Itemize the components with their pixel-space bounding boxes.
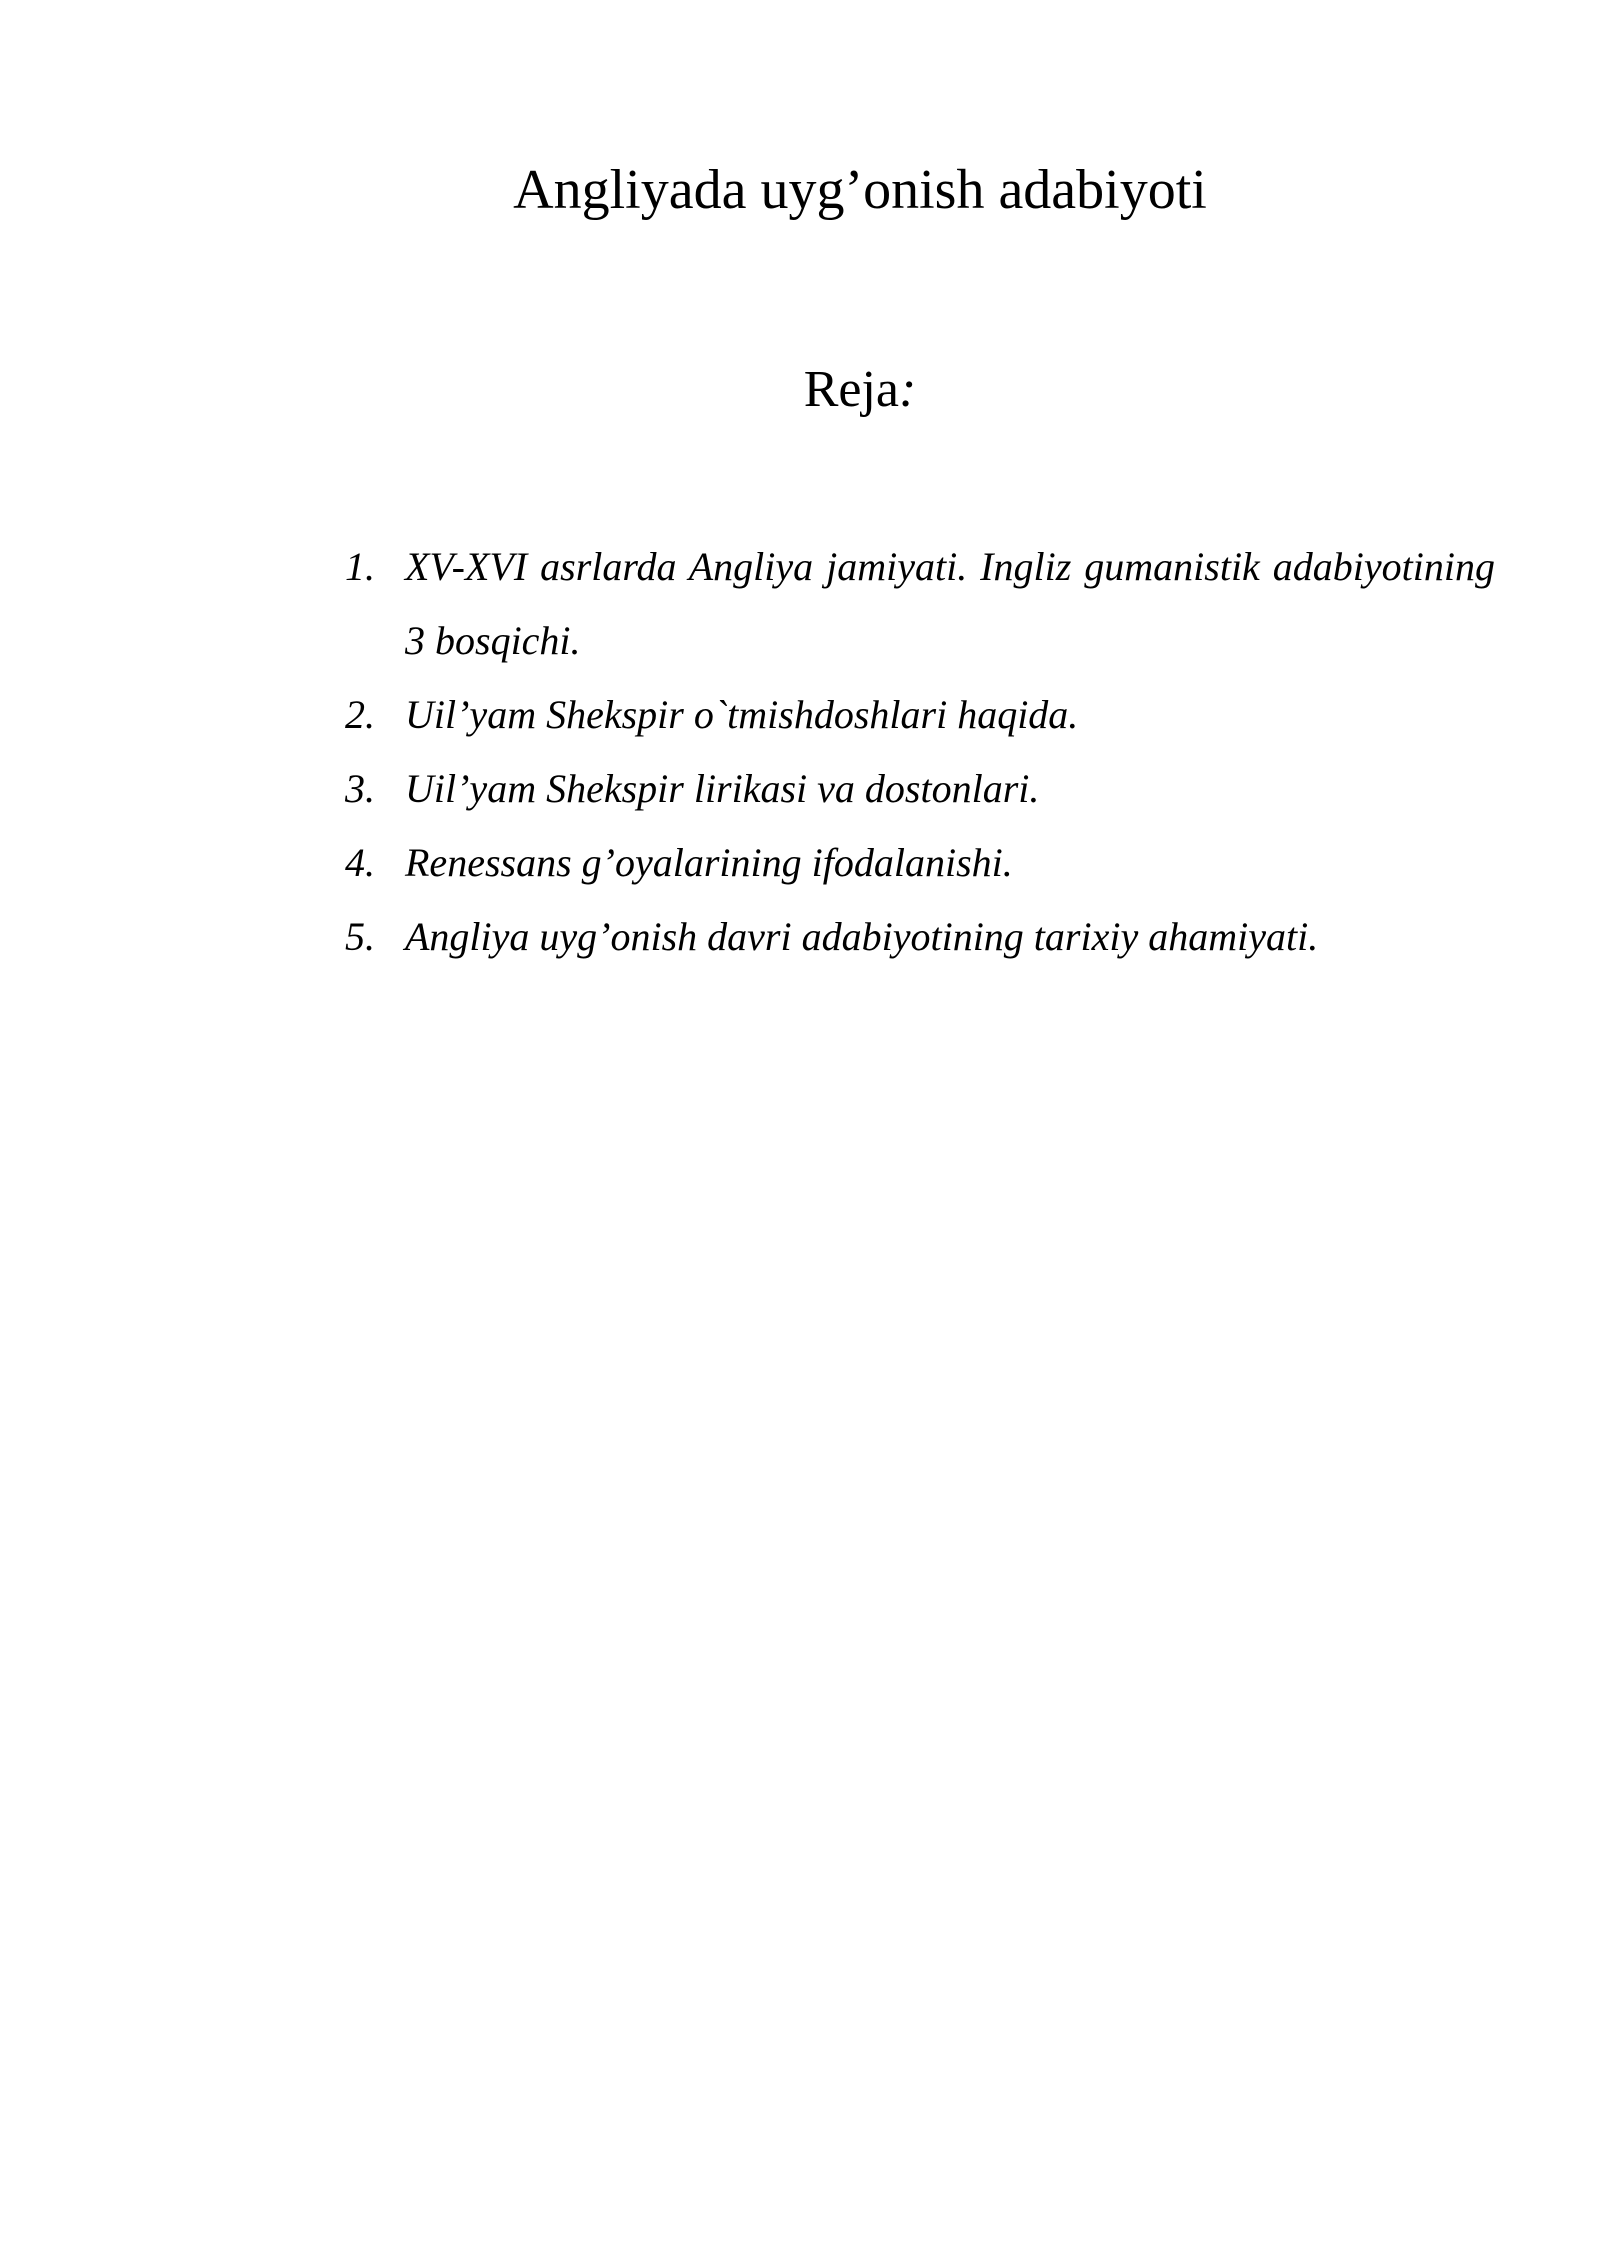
plan-heading-label: Reja [803,361,899,418]
plan-item-text: Uil’yam Shekspir o`tmishdoshlari haqida. [405,692,1079,737]
plan-item-text: Angliya uyg’onish davri adabiyotining tarixiy ahamiyati. [405,914,1319,959]
plan-item-text: Uil’yam Shekspir lirikasi va dostonlari. [405,766,1040,811]
plan-item-text: Renessans g’oyalarining ifodalanishi. [405,840,1013,885]
plan-item-number: 3. [345,766,375,811]
plan-item-number: 2. [345,692,375,737]
plan-item-text: XV-XVI asrlarda Angliya jamiyati. Ingliz gumanistik adabiyotining 3 bosqichi. [405,544,1495,663]
plan-item-number: 1. [345,544,375,589]
plan-item-3 [345,752,1495,826]
document-title: Angliyada uyg’onish adabiyoti [513,159,1207,221]
plan-item-1 [345,530,1495,678]
plan-item-2 [345,678,1495,752]
plan-list [345,530,1495,974]
plan-item-5 [345,900,1495,974]
plan-heading-colon: : [898,361,917,418]
plan-item-4 [345,826,1495,900]
plan-item-number: 4. [345,840,375,885]
plan-item-number: 5. [345,914,375,959]
plan-heading [0,352,1600,428]
